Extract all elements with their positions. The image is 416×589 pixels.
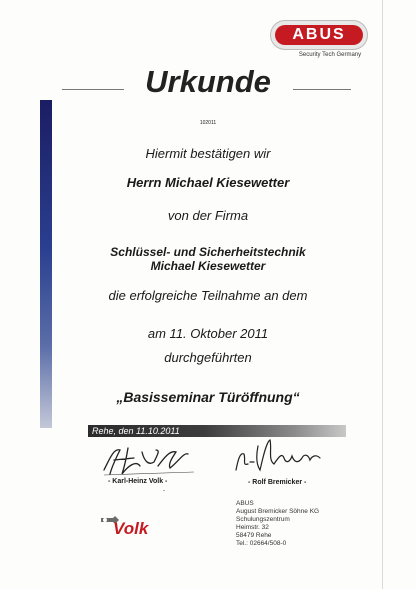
signature-right: [228, 432, 328, 478]
conducted-line: durchgeführten: [164, 350, 252, 365]
recipient-name: Herrn Michael Kiesewetter: [126, 175, 290, 190]
title-rule-right: [293, 89, 351, 90]
address-line: ABUS: [236, 500, 254, 507]
volk-logo-text: Volk: [113, 519, 149, 536]
address-line: Tel.: 02664/508-0: [236, 540, 287, 547]
abus-address: [236, 500, 319, 548]
participation-line: die erfolgreiche Teilnahme an dem: [108, 288, 308, 303]
abus-logo-text: ABUS: [275, 25, 363, 45]
signer-left-name: - Karl-Heinz Volk -: [108, 478, 168, 485]
certificate-number: 102011: [199, 120, 217, 126]
abus-logo: [270, 20, 368, 50]
title-rule-left: [62, 89, 124, 90]
address-line: Schulungszentrum: [236, 516, 290, 523]
address-line: August Bremicker Söhne KG: [236, 508, 320, 515]
seminar-title: „Basisseminar Türöffnung“: [116, 389, 300, 405]
abus-tagline: Security Tech Germany: [298, 52, 362, 58]
page-edge-divider: [382, 0, 383, 589]
company-name-line1: Schlüssel- und Sicherheitstechnik: [110, 245, 306, 259]
date-line: am 11. Oktober 2011: [147, 326, 269, 341]
certificate-title: Urkunde: [145, 64, 271, 99]
signer-left-mark: -: [163, 488, 165, 494]
company-name: [40, 245, 376, 273]
company-intro-line: von der Firma: [167, 208, 249, 223]
place-date-text: Rehe, den 11.10.2011: [92, 426, 180, 436]
address-line: Heimstr. 32: [236, 524, 269, 531]
signer-right-name: - Rolf Bremicker -: [248, 479, 307, 486]
address-line: 58479 Rehe: [236, 532, 272, 539]
intro-line: Hiermit bestätigen wir: [145, 146, 271, 161]
company-name-line2: Michael Kiesewetter: [150, 259, 266, 273]
signature-left: [98, 440, 202, 480]
volk-logo-icon: [99, 508, 149, 536]
